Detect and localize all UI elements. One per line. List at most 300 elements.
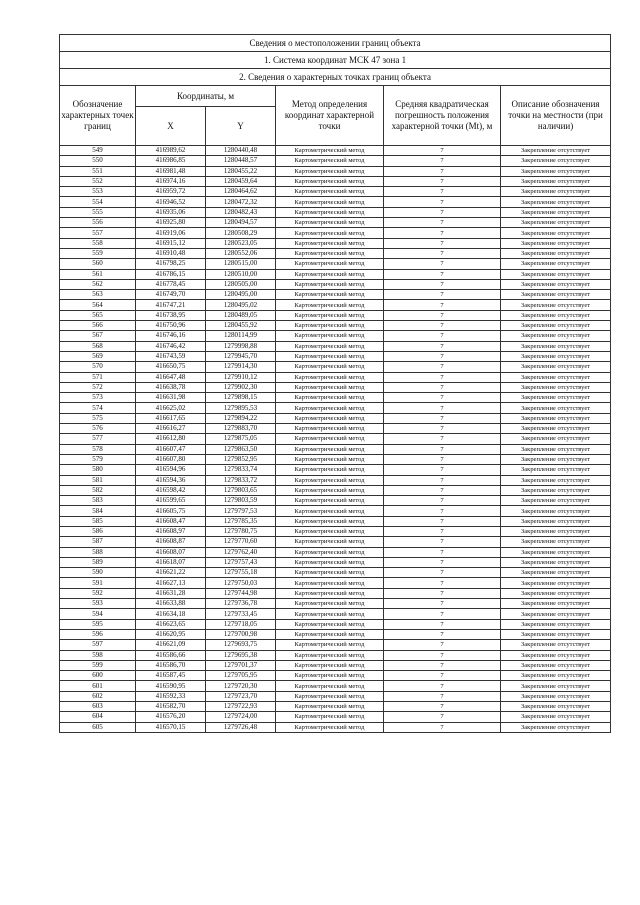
description-cell: Закрепление отсутствует — [501, 207, 611, 217]
y-coordinate-cell: 1280494,57 — [206, 218, 276, 228]
y-coordinate-cell: 1279744,98 — [206, 588, 276, 598]
y-coordinate-cell: 1280464,62 — [206, 187, 276, 197]
x-coordinate-cell: 416625,02 — [136, 403, 206, 413]
x-coordinate-cell: 416959,72 — [136, 187, 206, 197]
document-page — [59, 34, 610, 733]
y-coordinate-cell: 1280495,00 — [206, 290, 276, 300]
error-cell: 7 — [384, 424, 501, 434]
point-number-cell: 602 — [60, 691, 136, 701]
y-coordinate-cell: 1279723,70 — [206, 691, 276, 701]
error-cell: 7 — [384, 475, 501, 485]
error-cell: 7 — [384, 650, 501, 660]
description-cell: Закрепление отсутствует — [501, 269, 611, 279]
description-cell: Закрепление отсутствует — [501, 640, 611, 650]
point-number-cell: 554 — [60, 197, 136, 207]
x-coordinate-cell: 416618,07 — [136, 557, 206, 567]
error-cell: 7 — [384, 506, 501, 516]
y-coordinate-cell: 1279733,45 — [206, 609, 276, 619]
x-coordinate-cell: 416587,45 — [136, 671, 206, 681]
table-row — [60, 259, 611, 269]
x-coordinate-cell: 416592,33 — [136, 691, 206, 701]
error-cell: 7 — [384, 228, 501, 238]
description-cell: Закрепление отсутствует — [501, 568, 611, 578]
x-coordinate-cell: 416590,95 — [136, 681, 206, 691]
error-cell: 7 — [384, 207, 501, 217]
y-coordinate-cell: 1279852,95 — [206, 454, 276, 464]
x-coordinate-cell: 416746,16 — [136, 331, 206, 341]
x-coordinate-cell: 416915,12 — [136, 238, 206, 248]
method-cell: Картометрический метод — [276, 238, 384, 248]
point-number-cell: 563 — [60, 290, 136, 300]
error-cell: 7 — [384, 599, 501, 609]
point-number-cell: 593 — [60, 599, 136, 609]
y-coordinate-cell: 1280455,92 — [206, 321, 276, 331]
method-cell: Картометрический метод — [276, 424, 384, 434]
point-number-cell: 605 — [60, 722, 136, 732]
error-cell: 7 — [384, 444, 501, 454]
table-row — [60, 351, 611, 361]
y-coordinate-cell: 1279693,75 — [206, 640, 276, 650]
error-cell: 7 — [384, 279, 501, 289]
x-coordinate-cell: 416627,13 — [136, 578, 206, 588]
x-coordinate-cell: 416925,80 — [136, 218, 206, 228]
error-cell: 7 — [384, 197, 501, 207]
y-coordinate-cell: 1279700,98 — [206, 629, 276, 639]
y-coordinate-cell: 1280552,06 — [206, 248, 276, 258]
method-cell: Картометрический метод — [276, 372, 384, 382]
method-cell: Картометрический метод — [276, 496, 384, 506]
error-cell: 7 — [384, 238, 501, 248]
description-cell: Закрепление отсутствует — [501, 660, 611, 670]
table-row — [60, 331, 611, 341]
description-cell: Закрепление отсутствует — [501, 290, 611, 300]
point-number-cell: 558 — [60, 238, 136, 248]
table-row — [60, 444, 611, 454]
description-cell: Закрепление отсутствует — [501, 671, 611, 681]
method-cell: Картометрический метод — [276, 187, 384, 197]
error-cell: 7 — [384, 516, 501, 526]
method-cell: Картометрический метод — [276, 321, 384, 331]
method-cell: Картометрический метод — [276, 341, 384, 351]
x-coordinate-cell: 416605,75 — [136, 506, 206, 516]
method-cell: Картометрический метод — [276, 269, 384, 279]
x-coordinate-cell: 416586,70 — [136, 660, 206, 670]
table-row — [60, 197, 611, 207]
x-coordinate-cell: 416631,28 — [136, 588, 206, 598]
table-row — [60, 207, 611, 217]
method-cell: Картометрический метод — [276, 300, 384, 310]
description-cell: Закрепление отсутствует — [501, 485, 611, 495]
error-cell: 7 — [384, 609, 501, 619]
error-cell: 7 — [384, 413, 501, 423]
y-coordinate-cell: 1280459,64 — [206, 176, 276, 186]
description-cell: Закрепление отсутствует — [501, 434, 611, 444]
description-cell: Закрепление отсутствует — [501, 382, 611, 392]
y-coordinate-cell: 1279833,72 — [206, 475, 276, 485]
table-row — [60, 629, 611, 639]
table-row — [60, 516, 611, 526]
error-cell: 7 — [384, 568, 501, 578]
point-number-cell: 567 — [60, 331, 136, 341]
table-row — [60, 681, 611, 691]
y-coordinate-cell: 1280482,43 — [206, 207, 276, 217]
point-number-cell: 594 — [60, 609, 136, 619]
description-cell: Закрепление отсутствует — [501, 424, 611, 434]
y-coordinate-cell: 1279833,74 — [206, 465, 276, 475]
document-title: Сведения о местоположении границ объекта — [60, 35, 611, 52]
table-row — [60, 609, 611, 619]
method-cell: Картометрический метод — [276, 619, 384, 629]
x-coordinate-cell: 416594,96 — [136, 465, 206, 475]
y-coordinate-cell: 1279797,53 — [206, 506, 276, 516]
header-x: X — [136, 107, 206, 146]
table-row — [60, 176, 611, 186]
x-coordinate-cell: 416607,80 — [136, 454, 206, 464]
table-row — [60, 526, 611, 536]
table-row — [60, 146, 611, 156]
y-coordinate-cell: 1279705,95 — [206, 671, 276, 681]
error-cell: 7 — [384, 712, 501, 722]
point-number-cell: 590 — [60, 568, 136, 578]
point-number-cell: 587 — [60, 537, 136, 547]
y-coordinate-cell: 1280455,22 — [206, 166, 276, 176]
point-number-cell: 571 — [60, 372, 136, 382]
method-cell: Картометрический метод — [276, 166, 384, 176]
y-coordinate-cell: 1279718,05 — [206, 619, 276, 629]
x-coordinate-cell: 416650,75 — [136, 362, 206, 372]
description-cell: Закрепление отсутствует — [501, 310, 611, 320]
method-cell: Картометрический метод — [276, 599, 384, 609]
table-row — [60, 640, 611, 650]
x-coordinate-cell: 416612,80 — [136, 434, 206, 444]
table-row — [60, 702, 611, 712]
table-row — [60, 691, 611, 701]
y-coordinate-cell: 1279803,65 — [206, 485, 276, 495]
point-number-cell: 570 — [60, 362, 136, 372]
point-number-cell: 604 — [60, 712, 136, 722]
method-cell: Картометрический метод — [276, 557, 384, 567]
table-row — [60, 599, 611, 609]
description-cell: Закрепление отсутствует — [501, 557, 611, 567]
description-cell: Закрепление отсутствует — [501, 496, 611, 506]
x-coordinate-cell: 416576,20 — [136, 712, 206, 722]
description-cell: Закрепление отсутствует — [501, 681, 611, 691]
description-cell: Закрепление отсутствует — [501, 156, 611, 166]
method-cell: Картометрический метод — [276, 362, 384, 372]
error-cell: 7 — [384, 382, 501, 392]
table-row — [60, 537, 611, 547]
y-coordinate-cell: 1280515,00 — [206, 259, 276, 269]
y-coordinate-cell: 1280448,57 — [206, 156, 276, 166]
description-cell: Закрепление отсутствует — [501, 588, 611, 598]
description-cell: Закрепление отсутствует — [501, 599, 611, 609]
error-cell: 7 — [384, 176, 501, 186]
point-number-cell: 599 — [60, 660, 136, 670]
point-number-cell: 569 — [60, 351, 136, 361]
x-coordinate-cell: 416647,48 — [136, 372, 206, 382]
y-coordinate-cell: 1279755,18 — [206, 568, 276, 578]
x-coordinate-cell: 416631,98 — [136, 393, 206, 403]
y-coordinate-cell: 1279757,43 — [206, 557, 276, 567]
table-row — [60, 496, 611, 506]
point-number-cell: 550 — [60, 156, 136, 166]
method-cell: Картометрический метод — [276, 475, 384, 485]
error-cell: 7 — [384, 629, 501, 639]
point-number-cell: 584 — [60, 506, 136, 516]
y-coordinate-cell: 1279701,37 — [206, 660, 276, 670]
method-cell: Картометрический метод — [276, 526, 384, 536]
error-cell: 7 — [384, 393, 501, 403]
error-cell: 7 — [384, 485, 501, 495]
point-number-cell: 552 — [60, 176, 136, 186]
table-row — [60, 650, 611, 660]
point-number-cell: 551 — [60, 166, 136, 176]
table-row — [60, 279, 611, 289]
error-cell: 7 — [384, 362, 501, 372]
y-coordinate-cell: 1279803,59 — [206, 496, 276, 506]
y-coordinate-cell: 1279945,70 — [206, 351, 276, 361]
table-row — [60, 454, 611, 464]
y-coordinate-cell: 1279720,30 — [206, 681, 276, 691]
x-coordinate-cell: 416570,15 — [136, 722, 206, 732]
table-row — [60, 660, 611, 670]
x-coordinate-cell: 416594,36 — [136, 475, 206, 485]
method-cell: Картометрический метод — [276, 578, 384, 588]
error-cell: 7 — [384, 588, 501, 598]
error-cell: 7 — [384, 578, 501, 588]
point-number-cell: 589 — [60, 557, 136, 567]
x-coordinate-cell: 416633,88 — [136, 599, 206, 609]
x-coordinate-cell: 416620,95 — [136, 629, 206, 639]
point-number-cell: 586 — [60, 526, 136, 536]
error-cell: 7 — [384, 681, 501, 691]
point-number-cell: 588 — [60, 547, 136, 557]
x-coordinate-cell: 416749,70 — [136, 290, 206, 300]
description-cell: Закрепление отсутствует — [501, 228, 611, 238]
point-number-cell: 603 — [60, 702, 136, 712]
point-number-cell: 577 — [60, 434, 136, 444]
error-cell: 7 — [384, 557, 501, 567]
error-cell: 7 — [384, 146, 501, 156]
table-row — [60, 372, 611, 382]
error-cell: 7 — [384, 403, 501, 413]
point-number-cell: 562 — [60, 279, 136, 289]
method-cell: Картометрический метод — [276, 351, 384, 361]
table-row — [60, 382, 611, 392]
point-number-cell: 561 — [60, 269, 136, 279]
point-number-cell: 574 — [60, 403, 136, 413]
table-row — [60, 290, 611, 300]
y-coordinate-cell: 1279910,12 — [206, 372, 276, 382]
table-row — [60, 465, 611, 475]
table-row — [60, 156, 611, 166]
description-cell: Закрепление отсутствует — [501, 279, 611, 289]
method-cell: Картометрический метод — [276, 248, 384, 258]
method-cell: Картометрический метод — [276, 691, 384, 701]
description-cell: Закрепление отсутствует — [501, 413, 611, 423]
y-coordinate-cell: 1279895,53 — [206, 403, 276, 413]
error-cell: 7 — [384, 640, 501, 650]
table-row — [60, 269, 611, 279]
x-coordinate-cell: 416623,65 — [136, 619, 206, 629]
point-number-cell: 582 — [60, 485, 136, 495]
x-coordinate-cell: 416910,48 — [136, 248, 206, 258]
point-number-cell: 581 — [60, 475, 136, 485]
y-coordinate-cell: 1279724,00 — [206, 712, 276, 722]
x-coordinate-cell: 416798,25 — [136, 259, 206, 269]
description-cell: Закрепление отсутствует — [501, 578, 611, 588]
table-row — [60, 568, 611, 578]
description-cell: Закрепление отсутствует — [501, 176, 611, 186]
table-row — [60, 547, 611, 557]
y-coordinate-cell: 1279894,22 — [206, 413, 276, 423]
method-cell: Картометрический метод — [276, 444, 384, 454]
point-number-cell: 591 — [60, 578, 136, 588]
y-coordinate-cell: 1279898,15 — [206, 393, 276, 403]
method-cell: Картометрический метод — [276, 671, 384, 681]
table-row — [60, 166, 611, 176]
method-cell: Картометрический метод — [276, 465, 384, 475]
x-coordinate-cell: 416599,65 — [136, 496, 206, 506]
point-number-cell: 559 — [60, 248, 136, 258]
x-coordinate-cell: 416738,95 — [136, 310, 206, 320]
description-cell: Закрепление отсутствует — [501, 238, 611, 248]
point-number-cell: 565 — [60, 310, 136, 320]
table-row — [60, 712, 611, 722]
error-cell: 7 — [384, 372, 501, 382]
y-coordinate-cell: 1279780,75 — [206, 526, 276, 536]
description-cell: Закрепление отсутствует — [501, 146, 611, 156]
y-coordinate-cell: 1279695,38 — [206, 650, 276, 660]
method-cell: Картометрический метод — [276, 629, 384, 639]
point-number-cell: 596 — [60, 629, 136, 639]
description-cell: Закрепление отсутствует — [501, 393, 611, 403]
method-cell: Картометрический метод — [276, 197, 384, 207]
x-coordinate-cell: 416935,06 — [136, 207, 206, 217]
description-cell: Закрепление отсутствует — [501, 351, 611, 361]
error-cell: 7 — [384, 537, 501, 547]
description-cell: Закрепление отсутствует — [501, 454, 611, 464]
point-number-cell: 556 — [60, 218, 136, 228]
x-coordinate-cell: 416746,42 — [136, 341, 206, 351]
y-coordinate-cell: 1279722,93 — [206, 702, 276, 712]
y-coordinate-cell: 1279875,05 — [206, 434, 276, 444]
method-cell: Картометрический метод — [276, 506, 384, 516]
description-cell: Закрепление отсутствует — [501, 506, 611, 516]
method-cell: Картометрический метод — [276, 640, 384, 650]
method-cell: Картометрический метод — [276, 702, 384, 712]
header-description: Описание обозначения точки на местности (при наличии) — [501, 86, 611, 146]
method-cell: Картометрический метод — [276, 588, 384, 598]
x-coordinate-cell: 416621,22 — [136, 568, 206, 578]
description-cell: Закрепление отсутствует — [501, 526, 611, 536]
method-cell: Картометрический метод — [276, 331, 384, 341]
description-cell: Закрепление отсутствует — [501, 444, 611, 454]
method-cell: Картометрический метод — [276, 156, 384, 166]
method-cell: Картометрический метод — [276, 279, 384, 289]
error-cell: 7 — [384, 691, 501, 701]
description-cell: Закрепление отсутствует — [501, 619, 611, 629]
point-number-cell: 560 — [60, 259, 136, 269]
error-cell: 7 — [384, 321, 501, 331]
error-cell: 7 — [384, 331, 501, 341]
x-coordinate-cell: 416986,85 — [136, 156, 206, 166]
section-title: 2. Сведения о характерных точках границ объекта — [60, 69, 611, 86]
description-cell: Закрепление отсутствует — [501, 629, 611, 639]
x-coordinate-cell: 416778,45 — [136, 279, 206, 289]
error-cell: 7 — [384, 156, 501, 166]
description-cell: Закрепление отсутствует — [501, 197, 611, 207]
method-cell: Картометрический метод — [276, 485, 384, 495]
x-coordinate-cell: 416946,52 — [136, 197, 206, 207]
x-coordinate-cell: 416586,66 — [136, 650, 206, 660]
point-number-cell: 576 — [60, 424, 136, 434]
point-number-cell: 580 — [60, 465, 136, 475]
y-coordinate-cell: 1279902,30 — [206, 382, 276, 392]
error-cell: 7 — [384, 454, 501, 464]
method-cell: Картометрический метод — [276, 176, 384, 186]
error-cell: 7 — [384, 269, 501, 279]
description-cell: Закрепление отсутствует — [501, 547, 611, 557]
method-cell: Картометрический метод — [276, 434, 384, 444]
y-coordinate-cell: 1279762,40 — [206, 547, 276, 557]
description-cell: Закрепление отсутствует — [501, 712, 611, 722]
method-cell: Картометрический метод — [276, 403, 384, 413]
table-row — [60, 238, 611, 248]
table-row — [60, 475, 611, 485]
method-cell: Картометрический метод — [276, 568, 384, 578]
x-coordinate-cell: 416974,16 — [136, 176, 206, 186]
table-body — [60, 146, 611, 733]
point-number-cell: 572 — [60, 382, 136, 392]
error-cell: 7 — [384, 722, 501, 732]
point-number-cell: 598 — [60, 650, 136, 660]
boundary-points-table — [59, 34, 611, 733]
description-cell: Закрепление отсутствует — [501, 300, 611, 310]
table-row — [60, 228, 611, 238]
error-cell: 7 — [384, 187, 501, 197]
error-cell: 7 — [384, 248, 501, 258]
x-coordinate-cell: 416743,59 — [136, 351, 206, 361]
y-coordinate-cell: 1280440,48 — [206, 146, 276, 156]
table-row — [60, 413, 611, 423]
description-cell: Закрепление отсутствует — [501, 321, 611, 331]
table-row — [60, 671, 611, 681]
x-coordinate-cell: 416919,06 — [136, 228, 206, 238]
x-coordinate-cell: 416598,42 — [136, 485, 206, 495]
table-row — [60, 300, 611, 310]
y-coordinate-cell: 1280489,05 — [206, 310, 276, 320]
method-cell: Картометрический метод — [276, 382, 384, 392]
error-cell: 7 — [384, 166, 501, 176]
y-coordinate-cell: 1279998,88 — [206, 341, 276, 351]
table-row — [60, 321, 611, 331]
table-row — [60, 187, 611, 197]
method-cell: Картометрический метод — [276, 681, 384, 691]
y-coordinate-cell: 1279883,70 — [206, 424, 276, 434]
description-cell: Закрепление отсутствует — [501, 187, 611, 197]
x-coordinate-cell: 416786,15 — [136, 269, 206, 279]
y-coordinate-cell: 1279914,30 — [206, 362, 276, 372]
table-row — [60, 341, 611, 351]
x-coordinate-cell: 416608,07 — [136, 547, 206, 557]
table-row — [60, 248, 611, 258]
method-cell: Картометрический метод — [276, 228, 384, 238]
table-row — [60, 557, 611, 567]
method-cell: Картометрический метод — [276, 207, 384, 217]
point-number-cell: 592 — [60, 588, 136, 598]
y-coordinate-cell: 1279736,78 — [206, 599, 276, 609]
